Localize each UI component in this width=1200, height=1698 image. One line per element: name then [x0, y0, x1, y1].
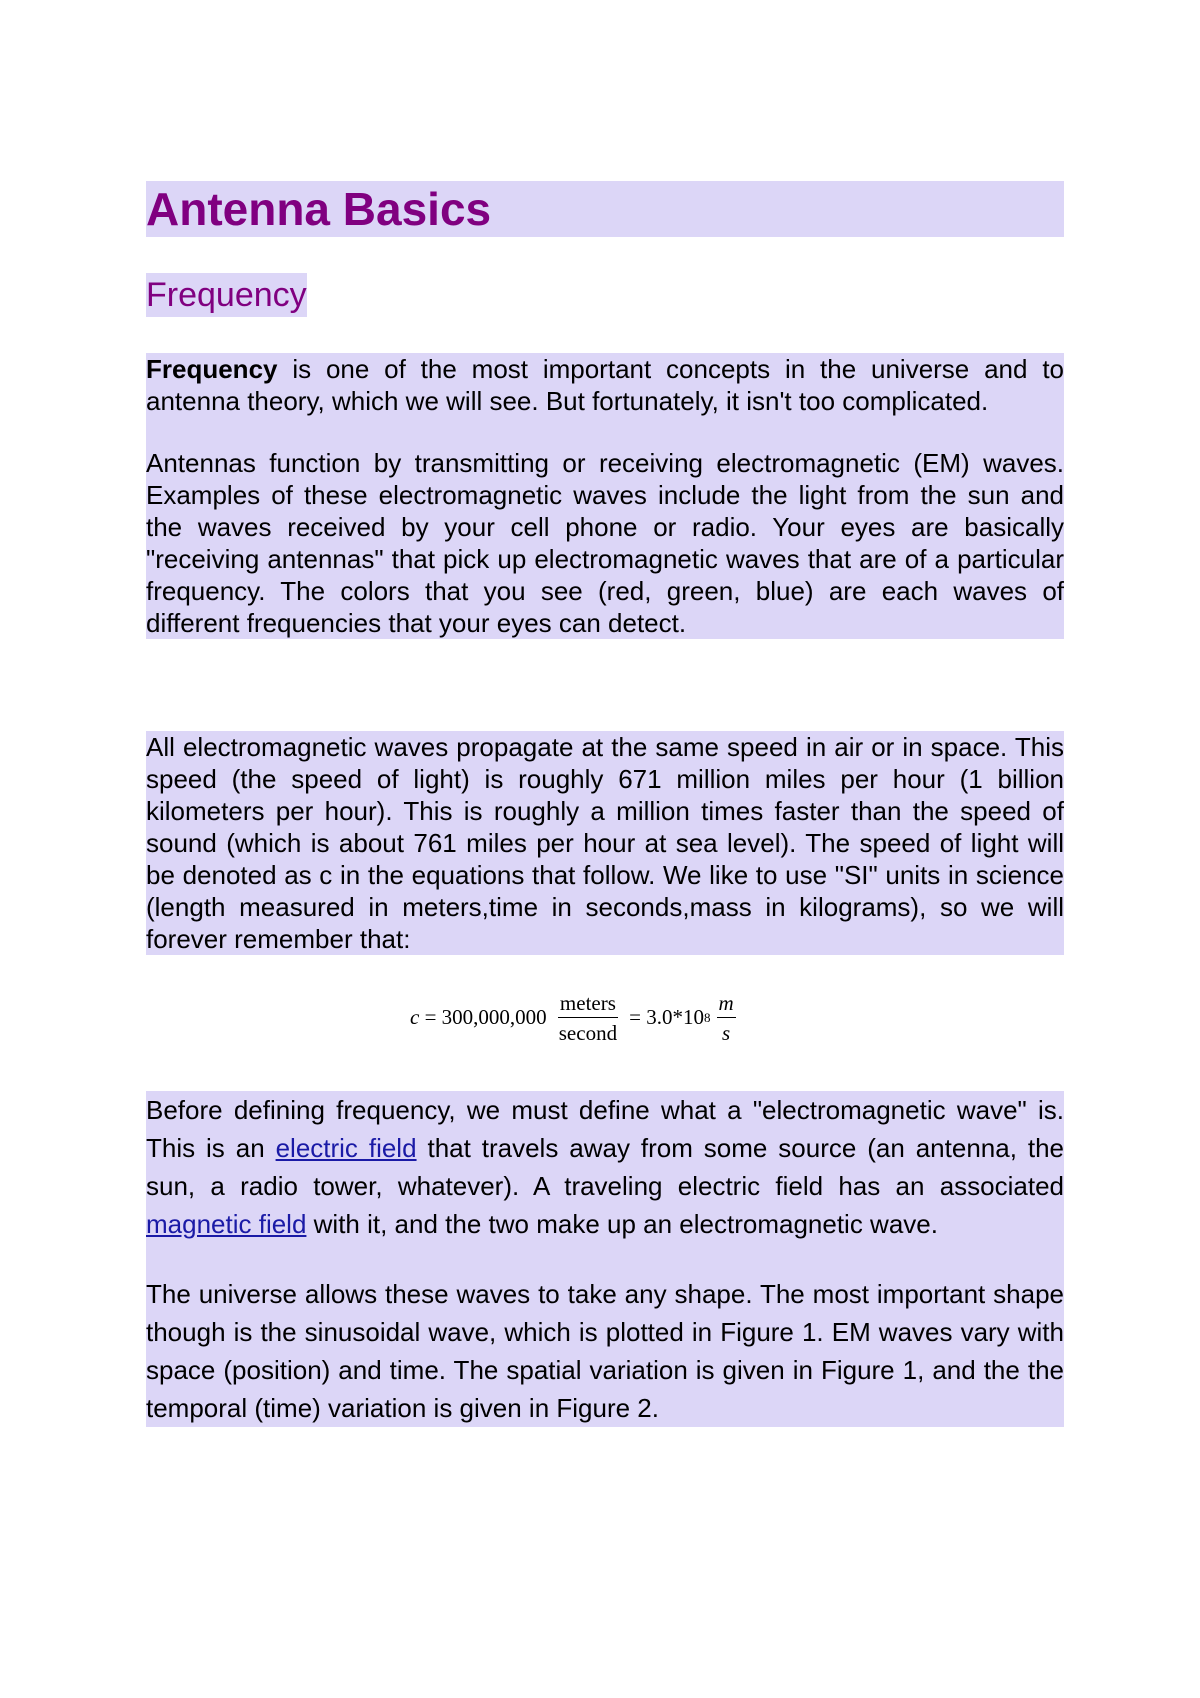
electric-field-link[interactable]: electric field	[275, 1133, 417, 1163]
magnetic-field-link[interactable]: magnetic field	[146, 1209, 307, 1239]
paragraph-intro-text: is one of the most important concepts in the universe and to antenna theory, which we will see. But fortunately, it isn't too complicated.	[146, 354, 1064, 416]
fraction-m-per-s	[717, 991, 736, 1044]
fraction-denominator-s: s	[721, 1021, 731, 1045]
paragraph-speed-of-light: All electromagnetic waves propagate at the same speed in air or in space. This speed (the speed of light) is roughly 671 million miles per hour (1 billion kilometers per hour). This is roughly a million times faster than the speed of sound (which is about 761 miles per hour at sea level). The speed of light will be denoted as c in the equations that follow. We like to use "SI" units in science (length measured in meters,time in seconds,mass in kilograms), so we will forever remember that:	[146, 732, 1064, 954]
paragraph-sinusoidal: The universe allows these waves to take any shape. The most important shape though is the sinusoidal wave, which is plotted in Figure 1. EM waves vary with space (position) and time. The spatial variation is given in Figure 1, and the the temporal (time) variation is given in Figure 2.	[146, 1279, 1064, 1423]
paragraph-intro	[146, 353, 1064, 417]
equation-exponent: 8	[704, 1009, 711, 1025]
fraction-meters-per-second	[558, 991, 618, 1044]
paragraph-em-wave-text-2: that travels away from some source (an antenna, the sun, a radio tower, whatever). A traveling electric field has an associated	[146, 1133, 1064, 1201]
fraction-numerator-meters: meters	[558, 991, 618, 1018]
document-page	[146, 181, 1064, 1427]
paragraph-em-wave	[146, 1091, 1064, 1243]
paragraph-antennas: Antennas function by transmitting or receiving electromagnetic (EM) waves. Examples of these electromagnetic waves include the light from the sun and the waves received by your cell phone or radio. Your eyes are basically "receiving antennas" that pick up electromagnetic waves that are of a particular frequency. The colors that you see (red, green, blue) are each waves of different frequencies that your eyes can detect.	[146, 448, 1064, 638]
paragraph-em-wave-text-3: with it, and the two make up an electromagnetic wave.	[306, 1209, 938, 1239]
page-title: Antenna Basics	[146, 181, 1064, 237]
frequency-term: Frequency	[146, 354, 278, 384]
equation-lhs: c	[410, 1005, 420, 1029]
speed-of-light-equation	[146, 983, 1064, 1049]
wave-block	[146, 1091, 1064, 1427]
intro-block	[146, 353, 1064, 639]
fraction-numerator-m: m	[717, 991, 736, 1018]
section-heading-wrap	[146, 273, 1064, 317]
fraction-denominator-second: second	[558, 1021, 618, 1045]
section-heading: Frequency	[146, 273, 307, 317]
paragraph-em-wave-text-1: Before defining frequency, we must define what a "electromagnetic wave" is. This is an	[146, 1095, 1064, 1163]
equation-value: = 300,000,000	[419, 1005, 552, 1029]
equation-scientific: = 3.0*10	[623, 1005, 704, 1029]
